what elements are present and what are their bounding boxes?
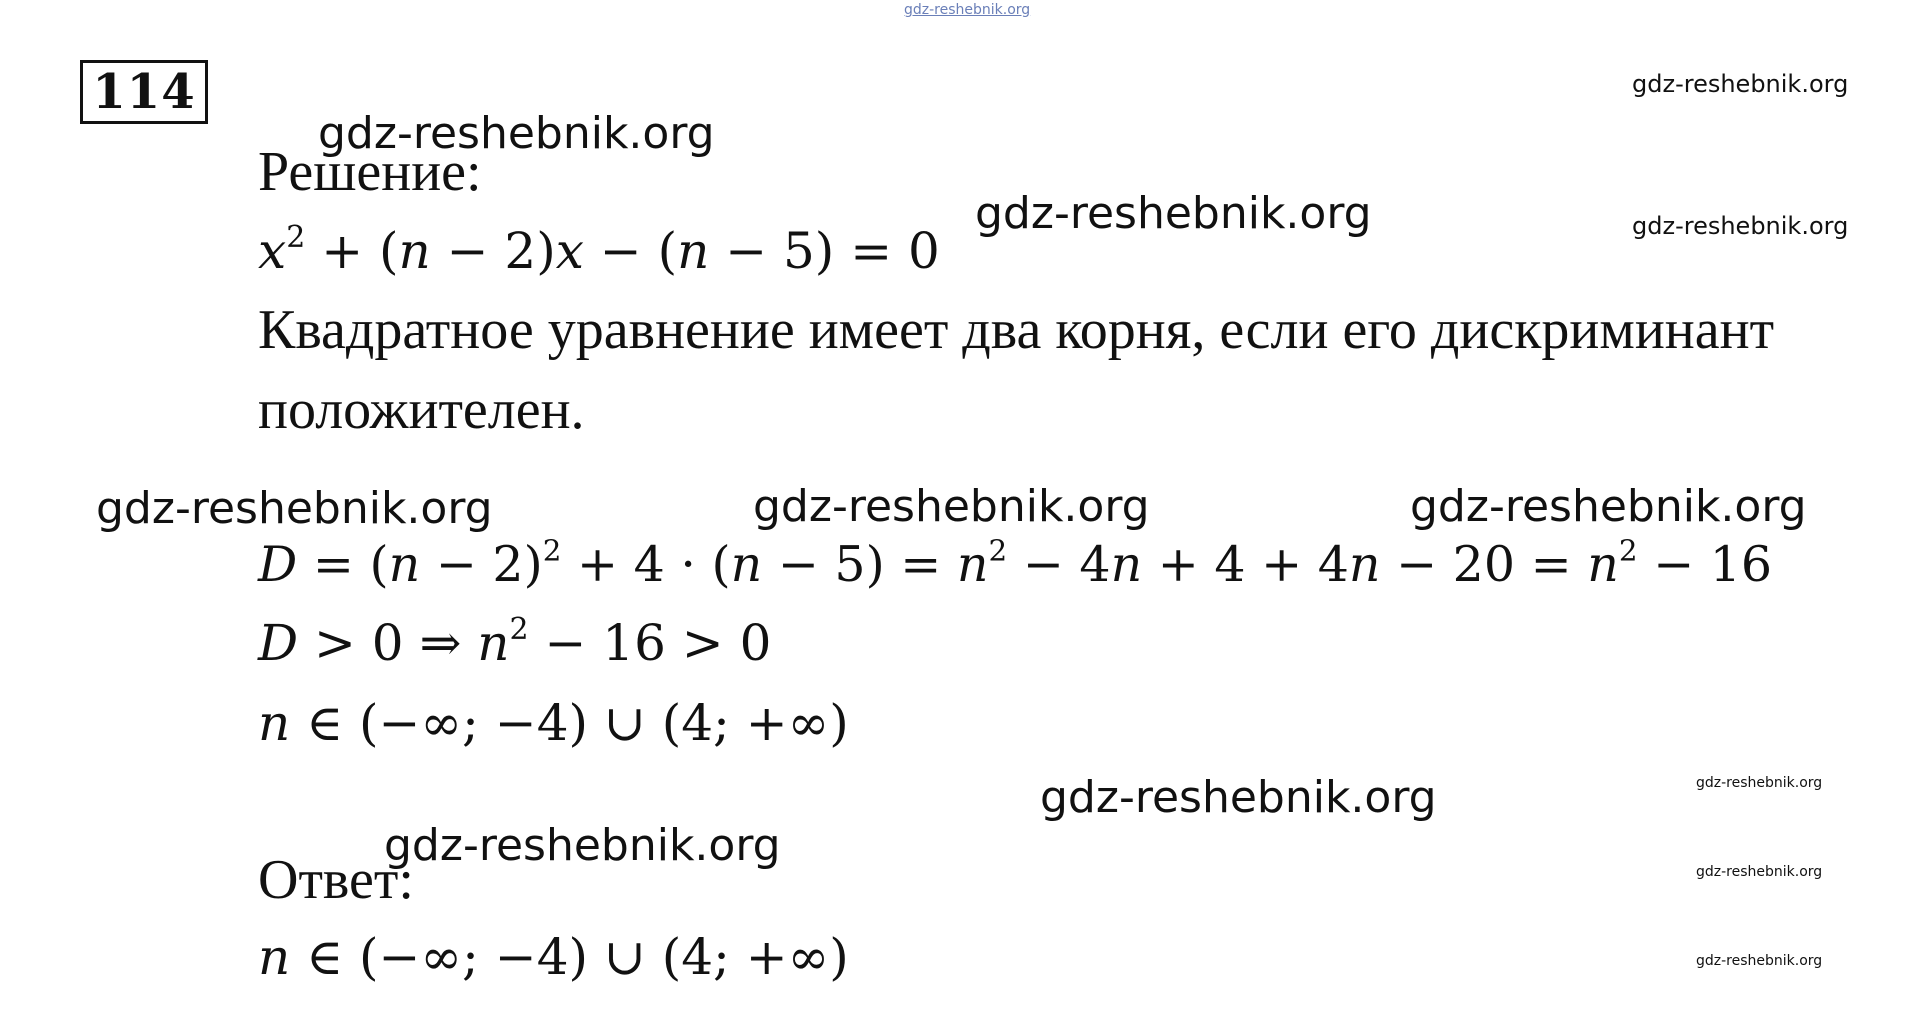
exponent: 2 — [1618, 533, 1638, 568]
watermark: gdz-reshebnik.org — [96, 483, 493, 534]
exponent: 2 — [509, 612, 529, 647]
explanation-line-1: Квадратное уравнение имеет два корня, если его дискриминант — [258, 299, 1775, 361]
watermark: gdz-reshebnik.org — [1696, 864, 1823, 880]
exponent: 2 — [542, 533, 562, 568]
condition-formula — [258, 614, 771, 672]
math-part: ∈ (−∞; −4) ∪ (4; +∞) — [290, 928, 849, 986]
watermark: gdz-reshebnik.org — [753, 481, 1150, 532]
var-x: x — [555, 222, 584, 280]
watermark: gdz-reshebnik.org — [1632, 212, 1849, 240]
solution-set — [258, 694, 849, 752]
math-part: + ( — [305, 222, 399, 280]
watermark: gdz-reshebnik.org — [384, 820, 781, 871]
watermark: gdz-reshebnik.org — [1632, 70, 1849, 98]
equation — [258, 222, 940, 280]
var-n: n — [956, 536, 989, 593]
var-x: x — [258, 222, 287, 280]
watermark: gdz-reshebnik.org — [975, 188, 1372, 239]
var-n: n — [477, 614, 510, 672]
math-part: − 16 — [1637, 536, 1773, 593]
watermark-top: gdz-reshebnik.org — [904, 2, 1031, 18]
watermark: gdz-reshebnik.org — [318, 108, 715, 159]
math-part: − 16 > 0 — [528, 614, 772, 672]
var-d: D — [258, 536, 298, 593]
var-d: D — [258, 614, 299, 672]
var-n: n — [398, 222, 431, 280]
var-n: n — [730, 536, 763, 593]
math-part: − 4 — [1007, 536, 1111, 593]
exponent: 2 — [286, 220, 306, 255]
math-part: − 2) — [420, 536, 543, 593]
var-n: n — [1110, 536, 1143, 593]
math-part: − 5) = — [762, 536, 957, 593]
math-part: − 5) = 0 — [709, 222, 940, 280]
math-part: − ( — [583, 222, 678, 280]
explanation-line-2: положителен. — [258, 379, 585, 441]
math-part: + 4 · ( — [561, 536, 731, 593]
var-n: n — [258, 694, 291, 752]
math-part: − 20 = — [1380, 536, 1588, 593]
answer-label: Ответ: — [258, 849, 414, 911]
answer-set — [258, 928, 849, 986]
math-part: = ( — [297, 536, 389, 593]
watermark: gdz-reshebnik.org — [1040, 772, 1437, 823]
math-part: > 0 ⇒ — [298, 614, 478, 672]
math-part: − 2) — [430, 222, 556, 280]
math-part: + 4 + 4 — [1142, 536, 1349, 593]
exponent: 2 — [988, 533, 1008, 568]
var-n: n — [388, 536, 421, 593]
problem-number-box — [80, 60, 208, 124]
watermark: gdz-reshebnik.org — [1410, 481, 1807, 532]
var-n: n — [1348, 536, 1381, 593]
problem-number: 114 — [92, 64, 196, 120]
solution-label: Решение: — [258, 141, 482, 203]
var-n: n — [677, 222, 710, 280]
math-part: ∈ (−∞; −4) ∪ (4; +∞) — [290, 694, 849, 752]
watermark: gdz-reshebnik.org — [1696, 953, 1823, 969]
watermark: gdz-reshebnik.org — [1696, 775, 1823, 791]
var-n: n — [258, 928, 291, 986]
discriminant-formula — [258, 533, 1773, 593]
var-n: n — [1587, 536, 1619, 593]
